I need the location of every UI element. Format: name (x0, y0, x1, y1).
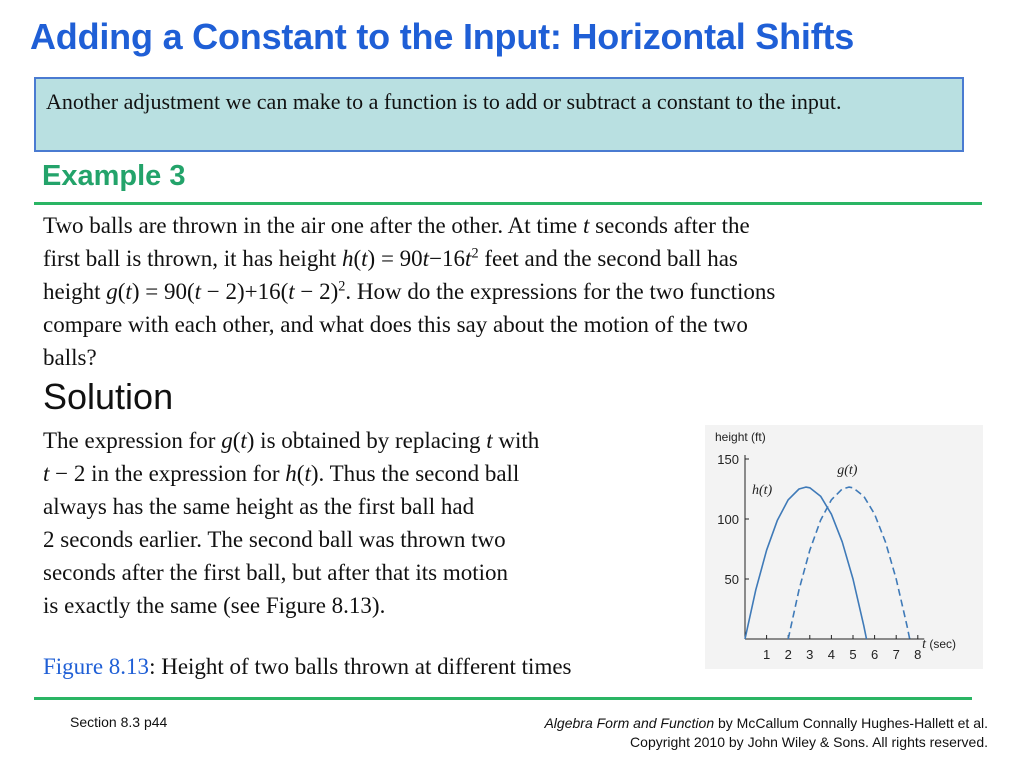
x-tick-label: 6 (870, 647, 879, 662)
y-tick-label: 150 (717, 452, 739, 467)
figure-caption: Figure 8.13: Height of two balls thrown at different times (43, 654, 572, 679)
definition-callout: Another adjustment we can make to a function is to add or subtract a constant to the input. (34, 77, 964, 152)
solution-line-5: seconds after the first ball, but after that its motion (43, 560, 508, 585)
series-h-label: h(t) (752, 483, 773, 498)
book-title: Algebra Form and Function (544, 715, 715, 731)
y-axis-label: height (ft) (715, 430, 766, 444)
x-axis-label: t (sec) (922, 637, 957, 652)
copyright: Copyright 2010 by John Wiley & Sons. All rights reserved. (630, 734, 988, 750)
solution-line-4: 2 seconds earlier. The second ball was thrown two (43, 527, 506, 552)
chart-series (745, 487, 910, 639)
series-g-label: g(t) (837, 463, 858, 478)
solution-line-6: is exactly the same (see Figure 8.13). (43, 593, 386, 618)
problem-line-4: compare with each other, and what does this say about the motion of the two (43, 312, 748, 337)
footer-credit: Algebra Form and Function by McCallum Connally Hughes-Hallett et al. Copyright 2010 by John Wiley & Sons. All rights reserved. (544, 715, 988, 750)
footer-section: Section 8.3 p44 (70, 714, 168, 730)
solution-text (43, 424, 539, 622)
problem-line-5: balls? (43, 345, 97, 370)
x-tick-label: 1 (762, 647, 771, 662)
x-tick-label: 7 (892, 647, 900, 662)
divider-top (34, 202, 982, 205)
height-chart (705, 425, 983, 669)
problem-line-3: height $g(t) = 90(t - 2)+16(t - 2)^2$. How do the expressions for the two functions (43, 278, 776, 304)
divider-bottom (34, 697, 972, 700)
y-tick-label: 100 (717, 512, 739, 527)
chart-ticks (717, 452, 921, 662)
x-tick-label: 4 (827, 647, 836, 662)
y-tick-label: 50 (724, 572, 739, 587)
x-tick-label: 3 (806, 647, 814, 662)
problem-line-2: first ball is thrown, it has height $h(t) = 90t-16t^2$ feet and the second ball has (43, 245, 738, 271)
slide-title: Adding a Constant to the Input: Horizontal Shifts (30, 16, 855, 57)
x-tick-label: 2 (784, 647, 792, 662)
solution-line-3: always has the same height as the first ball had (43, 494, 475, 519)
figure-label: Figure 8.13 (43, 654, 150, 679)
solution-line-2: t − 2 in the expression for h(t). Thus the second ball (43, 461, 520, 486)
x-tick-label: 8 (914, 647, 922, 662)
x-tick-label: 5 (849, 647, 857, 662)
solution-line-1: The expression for g(t) is obtained by replacing t with (43, 428, 540, 453)
solution-heading: Solution (43, 376, 174, 417)
chart-labels (715, 430, 956, 652)
example-heading: Example 3 (42, 160, 186, 192)
problem-statement (43, 209, 973, 374)
problem-line-1: Two balls are thrown in the air one after the other. At time t seconds after the (43, 213, 750, 238)
